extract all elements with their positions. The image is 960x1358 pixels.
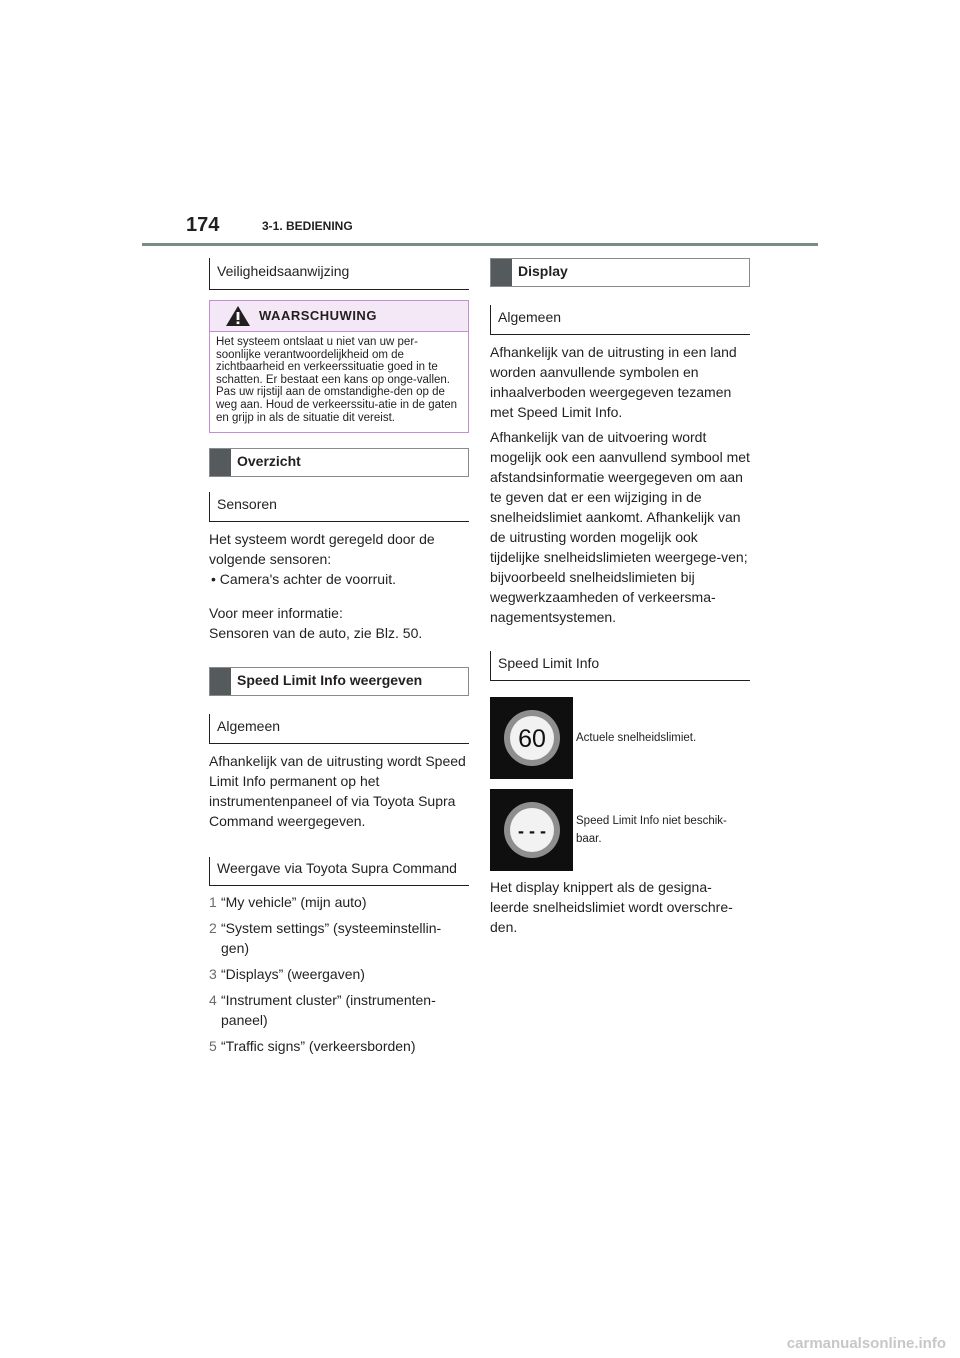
more-info-reference: Sensoren van de auto, zie Blz. 50. — [209, 625, 423, 642]
step-text: “System settings” (systeeminstellin-gen) — [221, 920, 442, 957]
list-item — [209, 918, 469, 958]
sign-row-unavailable — [490, 789, 750, 871]
list-item — [209, 964, 469, 984]
step-text: “Instrument cluster” (instrumenten-paneel) — [221, 992, 436, 1029]
speed-limit-info-title: Speed Limit Info weergeven — [237, 672, 423, 689]
sign-value: 60 — [517, 725, 546, 753]
sensors-bullet: • Camera's achter de voorruit. — [211, 571, 396, 588]
warning-triangle-icon — [225, 305, 251, 332]
sign-value: - - - — [517, 821, 546, 841]
step-number: 4 — [209, 992, 217, 1009]
general-heading: Algemeen — [490, 305, 750, 335]
page-number: 174 — [186, 214, 220, 236]
steps-list — [209, 892, 469, 1056]
list-item — [209, 892, 469, 912]
left-column — [209, 258, 469, 1056]
display-block — [490, 258, 750, 287]
block-bar — [210, 449, 231, 476]
step-number: 1 — [209, 894, 217, 911]
display-paragraph-3: Het display knippert als de gesigna-leerde snelheidslimiet wordt overschre-den. — [490, 879, 733, 935]
display-paragraph-2: Afhankelijk van de uitvoering wordt mogelijk ook een aanvullend symbool met afstandsinformatie weergegeven om aan te geven dat er een wijziging in de snelheidslimiet aankomt. Afhankelijk van de uitrusting worden mogelijk ook tijdelijke snelheidslimieten weergege-ven; bijvoorbeeld snelheidslimieten bij wegwerkzaamheden of verkeersma-nagementsystemen. — [490, 429, 750, 625]
general-heading: Algemeen — [209, 714, 469, 744]
sensors-heading: Sensoren — [209, 492, 469, 522]
list-item — [209, 990, 469, 1030]
step-text: “Traffic signs” (verkeersborden) — [221, 1038, 416, 1055]
safety-heading: Veiligheidsaanwijzing — [209, 258, 469, 290]
speed-limit-unavailable-image — [490, 789, 573, 871]
more-info-label: Voor meer informatie: — [209, 605, 343, 622]
block-bar — [491, 259, 512, 286]
overview-block — [209, 448, 469, 477]
display-paragraph-1: Afhankelijk van de uitrusting in een land worden aanvullende symbolen en inhaalverboden weergegeven tezamen met Speed Limit Info. — [490, 344, 737, 420]
step-number: 5 — [209, 1038, 217, 1055]
speed-limit-info-heading: Speed Limit Info — [490, 651, 750, 681]
speed-sign-unavailable-icon — [502, 800, 562, 860]
sensors-text: Het systeem wordt geregeld door de volgende sensoren: — [209, 531, 435, 568]
display-title: Display — [518, 263, 568, 279]
step-number: 3 — [209, 966, 217, 983]
overview-title: Overzicht — [237, 453, 301, 470]
supra-command-heading: Weergave via Toyota Supra Command — [209, 857, 469, 886]
speed-sign-60-icon — [502, 708, 562, 768]
step-text: “Displays” (weergaven) — [221, 966, 365, 983]
right-column — [490, 258, 750, 937]
section-label: 3-1. BEDIENING — [262, 219, 353, 233]
sign-row-current — [490, 697, 750, 779]
step-text: “My vehicle” (mijn auto) — [221, 894, 367, 911]
sign-caption-unavailable: Speed Limit Info niet beschik-baar. — [576, 815, 727, 845]
block-bar — [210, 668, 231, 695]
list-item — [209, 1036, 469, 1056]
header-rule — [142, 243, 818, 246]
speed-limit-sign-image — [490, 697, 573, 779]
warning-header — [210, 301, 468, 332]
warning-text: Het systeem ontslaat u niet van uw per-soonlijke verantwoordelijkheid om de zichtbaarheid en verkeerssituatie goed in te schatten. Er bestaat een kans op onge-vallen. Pas uw rijstijl aan de omstandighe-den op de weg aan. Houd de verkeerssitu-atie in de gaten en grijp in als de situatie dit vereist. — [216, 336, 458, 424]
watermark: carmanualsonline.info — [786, 1335, 946, 1352]
warning-title: WAARSCHUWING — [259, 308, 377, 323]
step-number: 2 — [209, 920, 217, 937]
general-text: Afhankelijk van de uitrusting wordt Speed Limit Info permanent op het instrumentenpaneel of via Toyota Supra Command weergegeven. — [209, 753, 466, 830]
warning-box — [209, 300, 469, 433]
sign-caption-current: Actuele snelheidslimiet. — [576, 732, 697, 744]
speed-limit-info-block — [209, 667, 469, 696]
